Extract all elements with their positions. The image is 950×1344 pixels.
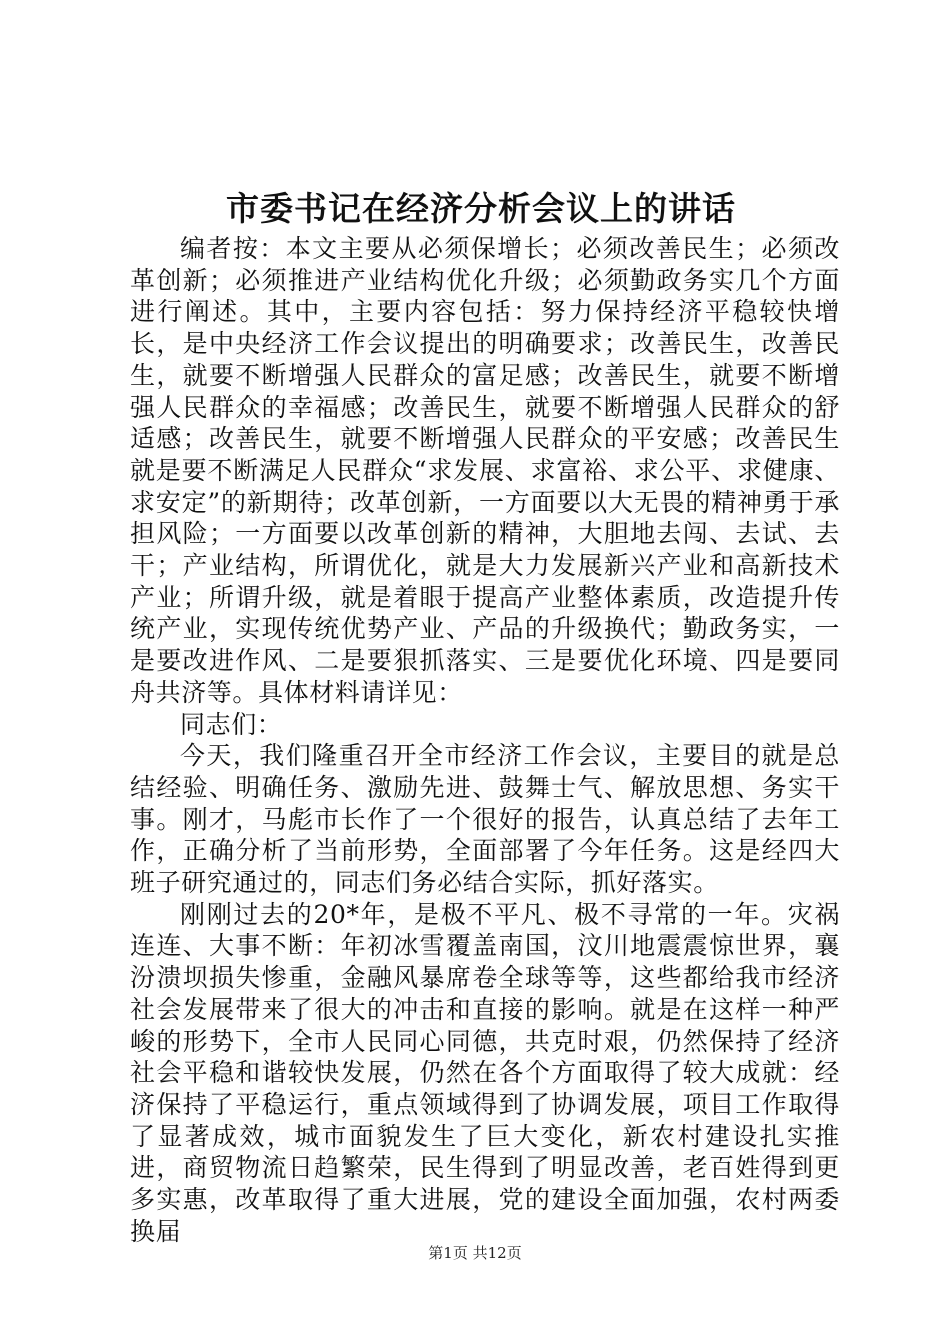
salutation-paragraph: 同志们： bbox=[180, 709, 283, 739]
editor-note-paragraph: 编者按：本文主要从必须保增长；必须改善民生；必须改革创新；必须推进产业结构优化升级；必须勤政务实几个方面进行阐述。其中，主要内容包括：努力保持经济平稳较快增长，是中央经济工作会议提出的明确要求；改善民生，改善民生，就要不断增强人民群众的富足感；改善民生，就要不断增强人民群众的幸福感；改善民生，就要不断增强人民群众的舒适感；改善民生，就要不断增强人民群众的平安感；改善民生就是要不断满足人民群众“求发展、求富裕、求公平、求健康、求安定”的新期待；改革创新，一方面要以大无畏的精神勇于承担风险；一方面要以改革创新的精神，大胆地去闯、去试、去干；产业结构，所谓优化，就是大力发展新兴产业和高新技术产业；所谓升级，就是着眼于提高产业整体素质，改造提升传统产业，实现传统优势产业、产品的升级换代；勤政务实，一是要改进作风、二是要狠抓落实、三是要优化环境、四是要同舟共济等。具体材料请详见： bbox=[130, 234, 840, 707]
page-number-footer: 第1页 共12页 bbox=[428, 1244, 522, 1262]
opening-paragraph: 今天，我们隆重召开全市经济工作会议，主要目的就是总结经验、明确任务、激励先进、鼓舞士气、解放思想、务实干事。刚才，马彪市长作了一个很好的报告，认真总结了去年工作，正确分析了当前形势，全面部署了今年任务。这是经四大班子研究通过的，同志们务必结合实际，抓好落实。 bbox=[130, 741, 840, 898]
document-title: 市委书记在经济分析会议上的讲话 bbox=[226, 189, 736, 228]
review-paragraph: 刚刚过去的20*年，是极不平凡、极不寻常的一年。灾祸连连、大事不断：年初冰雪覆盖南国，汶川地震震惊世界，襄汾溃坝损失惨重，金融风暴席卷全球等等，这些都给我市经济社会发展带来了很大的冲击和直接的影响。就是在这样一种严峻的形势下，全市人民同心同德，共克时艰，仍然保持了经济社会平稳和谐较快发展，仍然在各个方面取得了较大成就：经济保持了平稳运行，重点领域得到了协调发展，项目工作取得了显著成效，城市面貌发生了巨大变化，新农村建设扎实推进，商贸物流日趋繁荣，民生得到了明显改善，老百姓得到更多实惠，改革取得了重大进展，党的建设全面加强，农村两委换届 bbox=[130, 899, 840, 1246]
document-body bbox=[130, 233, 840, 1248]
